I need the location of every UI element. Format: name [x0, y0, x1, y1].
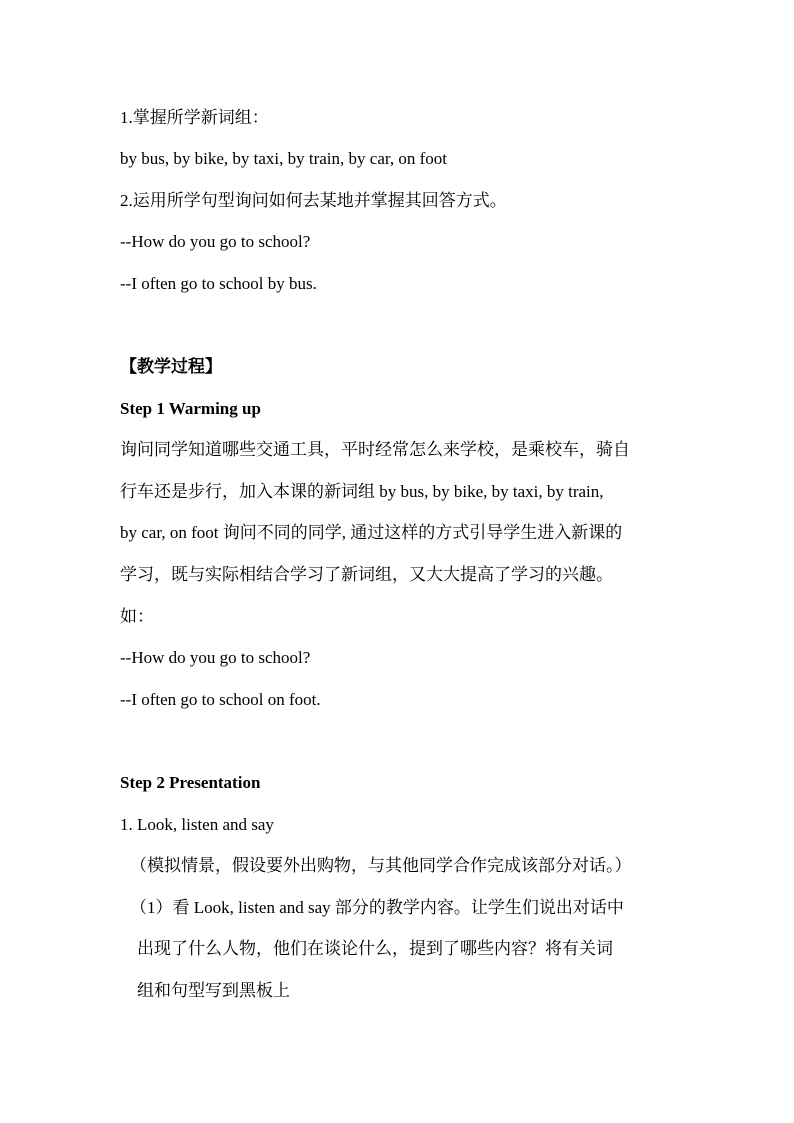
step2-line-1: （1）看 Look, listen and say 部分的教学内容。让学生们说出对话中 — [130, 898, 624, 917]
step2-title: Step 2 Presentation — [120, 773, 261, 792]
step1-line-5: 如： — [120, 607, 154, 626]
objective-item-2: 2.运用所学句型询问如何去某地并掌握其回答方式。 — [120, 191, 507, 210]
step1-question: --How do you go to school? — [120, 648, 311, 667]
step2-note: （模拟情景，假设要外出购物，与其他同学合作完成该部分对话。） — [130, 856, 632, 875]
step2-subheading: 1. Look, listen and say — [120, 815, 274, 834]
objective-item-1: 1.掌握所学新词组： — [120, 108, 269, 127]
objective-answer: --I often go to school by bus. — [120, 274, 317, 293]
objective-question: --How do you go to school? — [120, 232, 311, 251]
step1-line-3: by car, on foot 询问不同的同学, 通过这样的方式引导学生进入新课的 — [120, 523, 623, 542]
step1-line-1: 询问同学知道哪些交通工具，平时经常怎么来学校，是乘校车，骑自 — [120, 440, 630, 459]
step1-answer: --I often go to school on foot. — [120, 690, 321, 709]
objective-phrases: by bus, by bike, by taxi, by train, by car, on foot — [120, 149, 447, 168]
process-heading: 【教学过程】 — [120, 357, 222, 376]
step2-line-2: 出现了什么人物，他们在谈论什么，提到了哪些内容？将有关词 — [137, 939, 613, 958]
step1-line-4: 学习，既与实际相结合学习了新词组，又大大提高了学习的兴趣。 — [120, 565, 613, 584]
step1-line-2: 行车还是步行，加入本课的新词组 by bus, by bike, by taxi, by train, — [120, 482, 604, 501]
step1-title: Step 1 Warming up — [120, 399, 261, 418]
step2-line-3: 组和句型写到黑板上 — [137, 981, 290, 1000]
